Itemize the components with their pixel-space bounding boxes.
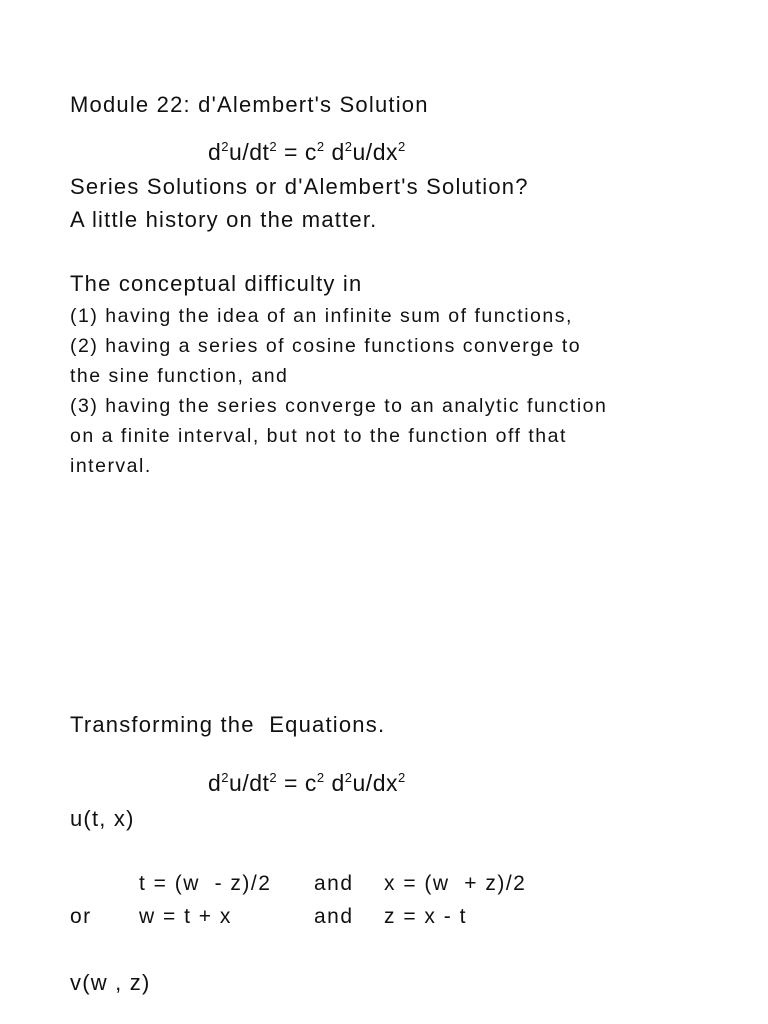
eq-rhs-mid: u/dx: [352, 139, 398, 165]
eq-rhs-mid: u/dx: [352, 770, 398, 796]
z-substitution: z = x - t: [384, 905, 467, 928]
eq-sign: = c: [277, 770, 317, 796]
eq-exp: 2: [221, 770, 230, 785]
t-substitution: t = (w - z)/2: [139, 872, 272, 895]
v-function: v(w , z): [70, 970, 151, 995]
w-substitution: w = t + x: [139, 905, 232, 928]
eq-exp: 2: [316, 770, 325, 785]
difficulty-line: (1) having the idea of an infinite sum of functions,: [70, 305, 573, 327]
eq-exp: 2: [269, 770, 278, 785]
eq-exp: 2: [398, 770, 406, 785]
difficulty-line: (3) having the series converge to an analytic function: [70, 395, 608, 417]
wave-equation: [208, 139, 406, 166]
eq-lhs-mid: u/dt: [229, 770, 270, 796]
and-word: and: [314, 905, 354, 928]
difficulty-line: on a finite interval, but not to the function off that: [70, 425, 567, 447]
difficulty-line: (2) having a series of cosine functions converge to: [70, 335, 582, 357]
eq-exp: 2: [344, 770, 353, 785]
difficulty-heading: The conceptual difficulty in: [70, 271, 363, 296]
eq-exp: 2: [221, 139, 230, 154]
eq-lhs-d: d: [208, 139, 222, 165]
eq-exp: 2: [316, 139, 325, 154]
eq-rhs-d: d: [324, 770, 345, 796]
eq-exp: 2: [398, 139, 406, 154]
x-substitution: x = (w + z)/2: [384, 872, 527, 895]
series-question: Series Solutions or d'Alembert's Solution?: [70, 174, 529, 199]
u-function: u(t, x): [70, 806, 135, 831]
or-word: or: [70, 905, 92, 928]
difficulty-line: interval.: [70, 455, 152, 477]
eq-lhs-mid: u/dt: [229, 139, 270, 165]
eq-sign: = c: [277, 139, 317, 165]
difficulty-line: the sine function, and: [70, 365, 289, 387]
eq-rhs-d: d: [324, 139, 345, 165]
wave-equation-repeat: [208, 770, 406, 797]
and-word: and: [314, 872, 354, 895]
history-line: A little history on the matter.: [70, 207, 378, 232]
eq-exp: 2: [269, 139, 278, 154]
module-title: Module 22: d'Alembert's Solution: [70, 92, 429, 117]
eq-lhs-d: d: [208, 770, 222, 796]
transform-heading: Transforming the Equations.: [70, 712, 386, 737]
eq-exp: 2: [344, 139, 353, 154]
